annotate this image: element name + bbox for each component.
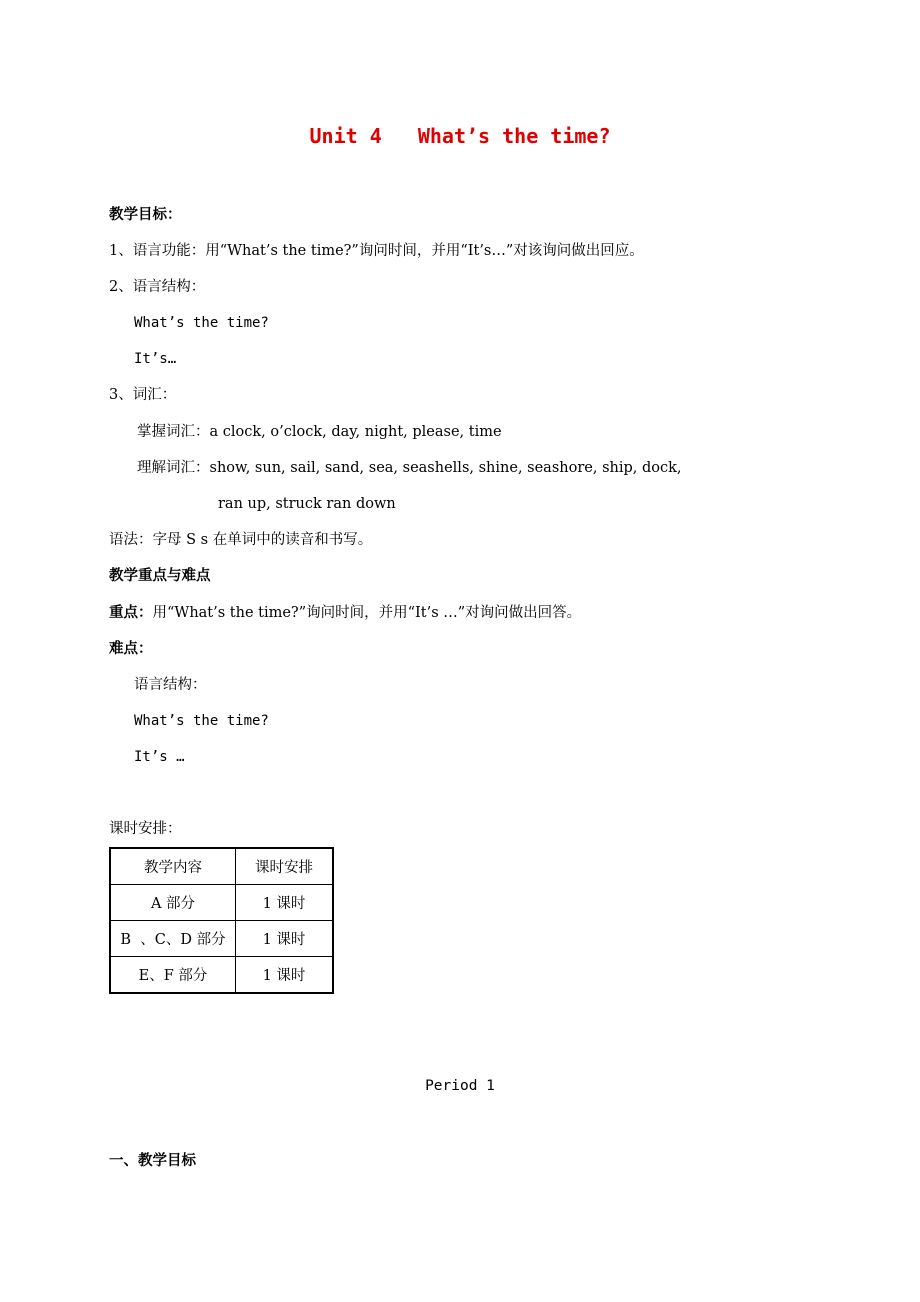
table-row: [110, 885, 333, 921]
key-point: [109, 603, 581, 623]
period-heading: Period 1: [425, 1078, 495, 1094]
vocab-understand-continued: ran up, struck ran down: [218, 496, 396, 512]
difficult-sentence-1: What’s the time?: [134, 713, 269, 729]
objective-language-structure: 2、语言结构：: [109, 279, 206, 295]
key-point-text: 用“What’s the time?”询问时间，并用“It’s …”对询问做出回答。: [152, 605, 582, 621]
schedule-table: [109, 847, 334, 994]
document-title: Unit 4 What’s the time?: [309, 124, 611, 148]
table-header-cell: 课时安排: [236, 848, 334, 885]
table-cell: B 、C、D 部分: [110, 921, 236, 957]
table-header-cell: 教学内容: [110, 848, 236, 885]
key-difficult-heading: 教学重点与难点: [109, 567, 211, 584]
table-row: [110, 921, 333, 957]
section-objectives-heading: 一、教学目标: [109, 1152, 196, 1169]
objectives-heading: 教学目标：: [109, 206, 182, 223]
table-cell: E、F 部分: [110, 957, 236, 994]
grammar-objective: 语法：字母 S s 在单词中的读音和书写。: [109, 532, 373, 548]
schedule-heading: 课时安排：: [109, 821, 182, 837]
structure-sentence-1: What’s the time?: [134, 315, 269, 331]
difficult-sentence-2: It’s …: [134, 749, 185, 765]
difficult-point-label: 难点：: [109, 640, 153, 657]
vocab-master: 掌握词汇：a clock, o’clock, day, night, please, time: [137, 424, 502, 440]
table-cell: 1 课时: [236, 957, 334, 994]
table-row: [110, 957, 333, 994]
vocab-understand: 理解词汇：show, sun, sail, sand, sea, seashells, shine, seashore, ship, dock,: [137, 460, 682, 476]
difficult-structure: 语言结构：: [134, 677, 207, 693]
structure-sentence-2: It’s…: [134, 351, 177, 367]
key-point-label: 重点：: [109, 604, 153, 621]
table-header-row: [110, 848, 333, 885]
objective-vocabulary: 3、词汇：: [109, 387, 177, 403]
objective-language-function: 1、语言功能：用“What’s the time?”询问时间，并用“It’s…”对该询问做出回应。: [109, 243, 644, 259]
table-cell: A 部分: [110, 885, 236, 921]
table-cell: 1 课时: [236, 885, 334, 921]
table-cell: 1 课时: [236, 921, 334, 957]
